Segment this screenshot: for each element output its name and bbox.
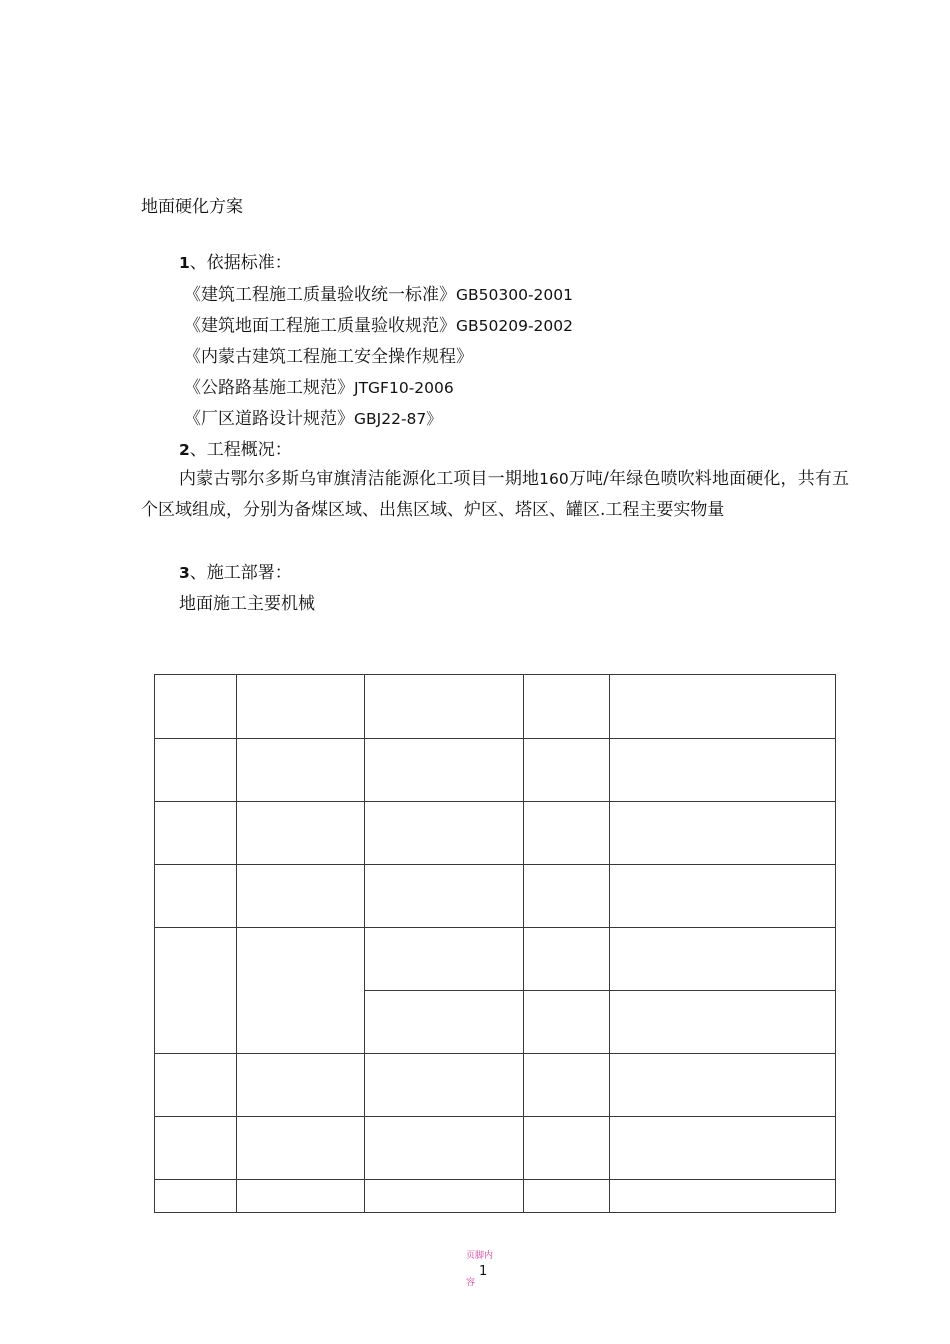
overview-quantity: 160 (539, 470, 569, 488)
section-1-number: 1 (179, 254, 190, 272)
table-row-divider (154, 738, 836, 739)
table-column-divider (236, 674, 237, 1213)
table-border-bottom (154, 1212, 836, 1213)
standard-item (184, 285, 573, 305)
table-border-top (154, 674, 836, 675)
table-column-divider (609, 674, 610, 1213)
standard-code: GB50209-2002 (456, 317, 573, 335)
table-row-divider (154, 1053, 836, 1054)
table-border-right (835, 674, 836, 1213)
table-row-divider (154, 801, 836, 802)
standard-item (184, 347, 473, 367)
section-1-heading (179, 253, 292, 273)
overview-text: 内蒙古鄂尔多斯乌审旗清洁能源化工项目一期地 (179, 469, 540, 489)
page-number: 1 (479, 1264, 488, 1279)
standard-name: 《公路路基施工规范》 (184, 378, 354, 398)
document-title: 地面硬化方案 (141, 197, 243, 217)
section-3-label: 、施工部署： (189, 563, 292, 583)
table-row-divider-partial (364, 990, 836, 991)
table-column-divider (364, 674, 365, 1213)
section-3-number: 3 (179, 564, 190, 582)
section-1-label: 、依据标准： (189, 253, 292, 273)
section-3-heading (179, 563, 292, 583)
table-row-divider (154, 927, 836, 928)
table-row-divider (154, 864, 836, 865)
standard-item (184, 316, 573, 336)
standard-name: 《厂区道路设计规范》 (184, 409, 354, 429)
footer-placeholder-line2: 容 (466, 1278, 476, 1288)
section-2-heading (179, 440, 292, 460)
footer-placeholder-line1: 页脚内 (466, 1251, 494, 1261)
table-row-divider (154, 1179, 836, 1180)
overview-paragraph (141, 464, 849, 526)
standard-name: 《建筑工程施工质量验收统一标准》 (184, 285, 456, 305)
machinery-caption: 地面施工主要机械 (179, 594, 315, 614)
standard-code: GBJ22-87》 (354, 410, 442, 428)
machinery-table (154, 674, 836, 1213)
section-2-number: 2 (179, 441, 190, 459)
standard-name: 《建筑地面工程施工质量验收规范》 (184, 316, 456, 336)
standard-name: 《内蒙古建筑工程施工安全操作规程》 (184, 347, 473, 367)
overview-text-continued: 万吨/年绿色喷吹料地面硬化，共有五个区域组成，分别为备煤区域、出焦区域、炉区、塔区、罐区.工程主要实物量 (141, 469, 849, 520)
section-2-label: 、工程概况： (189, 440, 292, 460)
standard-code: JTGF10-2006 (354, 379, 454, 397)
table-row-divider (154, 1116, 836, 1117)
standard-code: GB50300-2001 (456, 286, 573, 304)
standard-item (184, 378, 454, 398)
table-border-left (154, 674, 155, 1213)
table-column-divider (523, 674, 524, 1213)
standard-item (184, 409, 442, 429)
